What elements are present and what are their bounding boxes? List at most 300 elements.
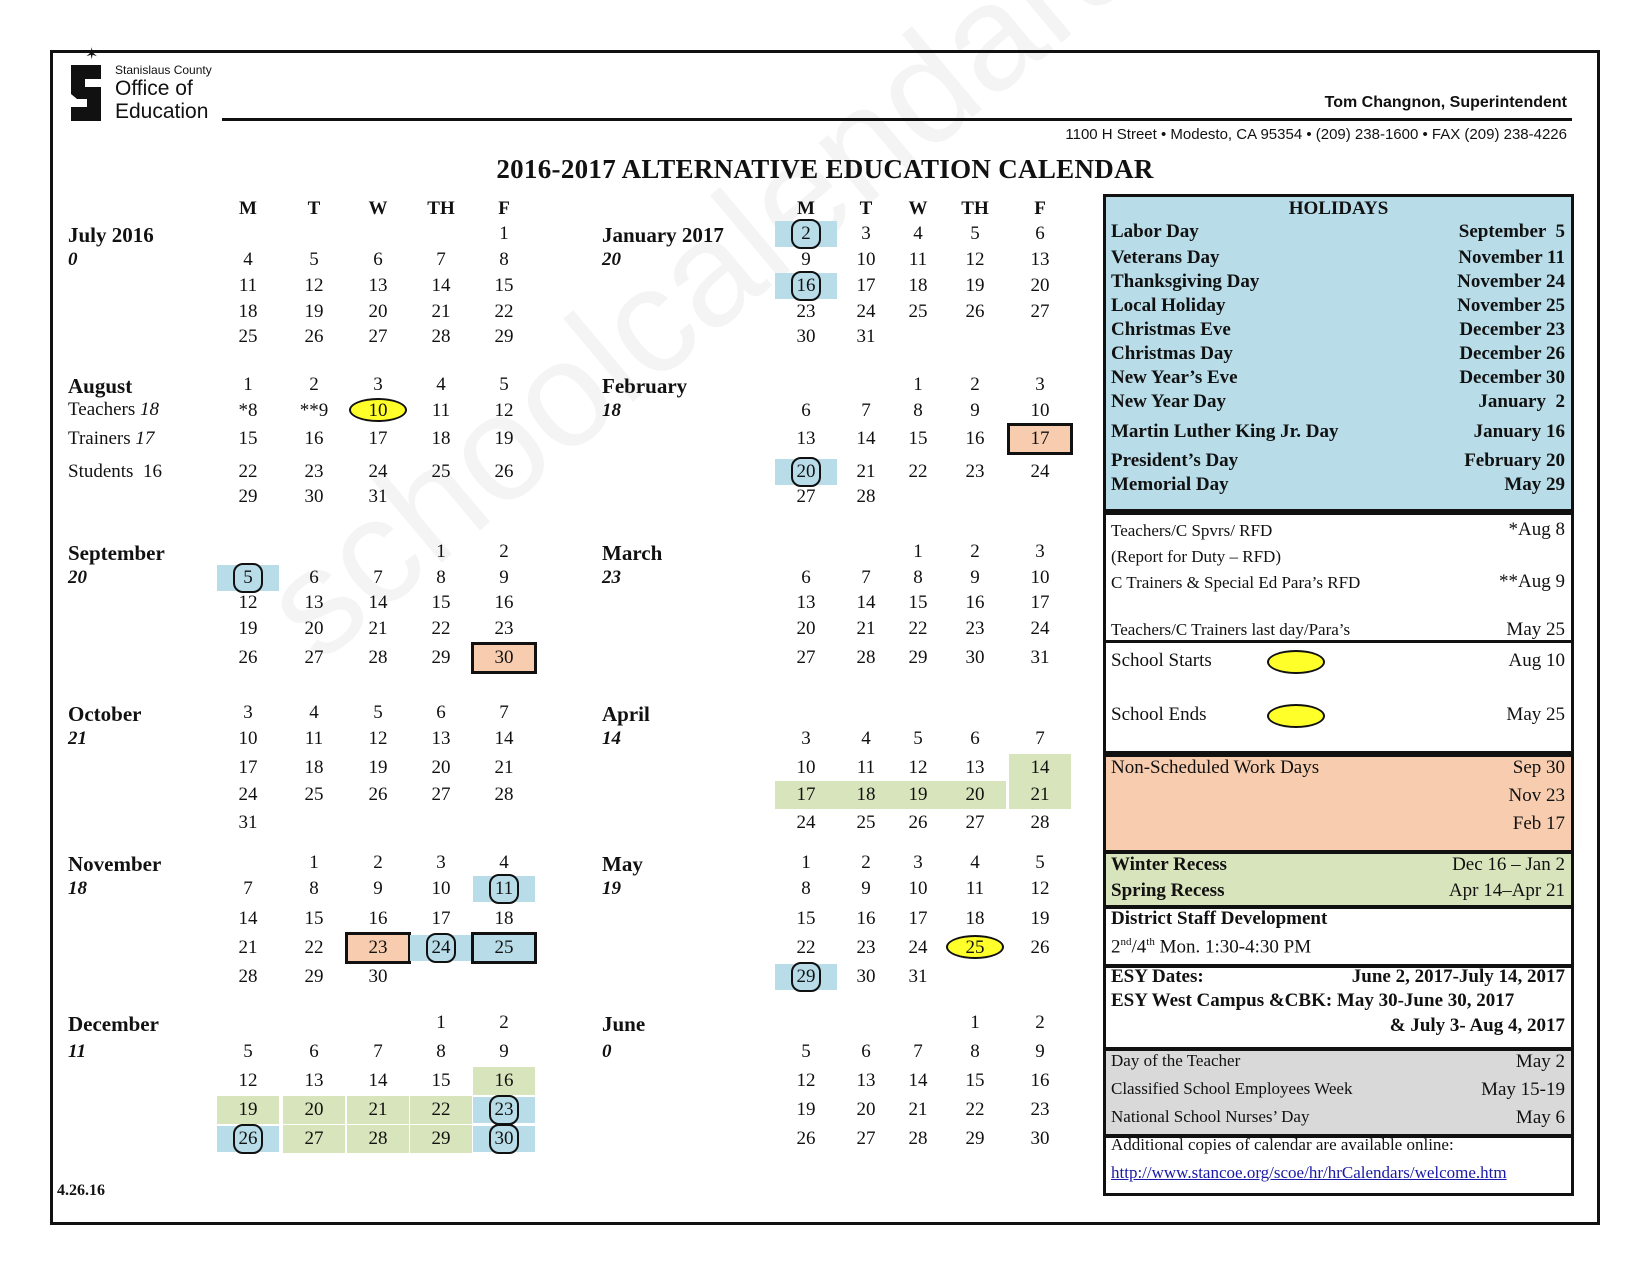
day-cell-aug: 11 xyxy=(431,400,451,421)
esy-west2: & July 3- Aug 4, 2017 xyxy=(1389,1015,1565,1036)
day-cell-jul: 27 xyxy=(368,326,388,347)
aug-students-label: Students 16 xyxy=(68,461,162,482)
day-cell-sep: 16 xyxy=(494,592,514,613)
day-cell-aug: 4 xyxy=(436,374,446,395)
day-cell-mar: 1 xyxy=(913,541,923,562)
day-cell-jun: 30 xyxy=(1030,1128,1050,1149)
day-cell-feb: 28 xyxy=(856,486,876,507)
day-cell-sep: 6 xyxy=(309,567,319,588)
day-cell-jan: 3 xyxy=(861,223,871,244)
day-cell-aug: 25 xyxy=(431,461,451,482)
holiday-name: Christmas Day xyxy=(1111,343,1233,364)
observance-name: Day of the Teacher xyxy=(1111,1051,1241,1070)
day-cell-may: 30 xyxy=(856,966,876,987)
day-cell-sep: 7 xyxy=(373,567,383,588)
holiday-name: Labor Day xyxy=(1111,221,1199,242)
holiday-name: President’s Day xyxy=(1111,450,1239,471)
day-cell-sep: 1 xyxy=(436,541,446,562)
holiday-name: Christmas Eve xyxy=(1111,319,1231,340)
day-cell-may: 2 xyxy=(861,852,871,873)
day-cell-sep: 22 xyxy=(431,618,451,639)
day-cell-nov: 9 xyxy=(373,878,383,899)
month-label-september: September xyxy=(68,541,165,565)
day-cell-jun: 20 xyxy=(856,1099,876,1120)
day-cell-sep: 26 xyxy=(238,647,258,668)
day-cell-apr: 6 xyxy=(970,728,980,749)
day-cell-jun: 23 xyxy=(1030,1099,1050,1120)
day-cell-feb: 15 xyxy=(908,428,928,449)
day-cell-jul: 25 xyxy=(238,326,258,347)
yellow-oval-icon xyxy=(1267,650,1325,674)
observance-name: Classified School Employees Week xyxy=(1111,1079,1353,1098)
day-cell-jul: 15 xyxy=(494,275,514,296)
day-cell-nov: 11 xyxy=(494,878,514,899)
day-cell-oct: 25 xyxy=(304,784,324,805)
nonscheduled-label: Non-Scheduled Work Days xyxy=(1111,757,1320,778)
day-cell-nov: 24 xyxy=(431,937,451,958)
day-cell-mar: 13 xyxy=(796,592,816,613)
report-line4: Teachers/C Trainers last day/Para’s xyxy=(1111,620,1351,639)
day-cell-apr: 5 xyxy=(913,728,923,749)
day-cell-apr: 25 xyxy=(856,812,876,833)
day-cell-nov: 28 xyxy=(238,966,258,987)
day-cell-feb: 14 xyxy=(856,428,876,449)
day-cell-oct: 26 xyxy=(368,784,388,805)
month-label-may: May xyxy=(602,852,643,876)
day-cell-jan: 20 xyxy=(1030,275,1050,296)
day-cell-jun: 21 xyxy=(908,1099,928,1120)
holiday-date: November 25 xyxy=(1457,295,1565,316)
day-cell-sep: 19 xyxy=(238,618,258,639)
holiday-name: New Year Day xyxy=(1111,391,1227,412)
day-cell-may: 9 xyxy=(861,878,871,899)
staff-dev-title: District Staff Development xyxy=(1111,908,1328,929)
nonscheduled-date: Feb 17 xyxy=(1512,813,1565,834)
day-cell-feb: 20 xyxy=(796,461,816,482)
day-cell-dec: 20 xyxy=(304,1099,324,1120)
holidays-heading: HOLIDAYS xyxy=(1288,198,1389,219)
day-cell-nov: 18 xyxy=(494,908,514,929)
day-cell-jun: 22 xyxy=(965,1099,985,1120)
day-cell-jul: 4 xyxy=(243,249,253,270)
month-count-march: 23 xyxy=(602,567,621,588)
day-cell-jan: 2 xyxy=(801,223,811,244)
day-cell-feb: 27 xyxy=(796,486,816,507)
day-cell-aug: 18 xyxy=(431,428,451,449)
day-cell-apr: 4 xyxy=(861,728,871,749)
day-cell-dec: 7 xyxy=(373,1041,383,1062)
report-line2: (Report for Duty – RFD) xyxy=(1111,547,1281,566)
holiday-date: December 23 xyxy=(1459,319,1565,340)
day-cell-jan: 18 xyxy=(908,275,928,296)
day-cell-aug: 10 xyxy=(368,400,388,421)
month-count-november: 18 xyxy=(68,878,87,899)
day-cell-jun: 7 xyxy=(913,1041,923,1062)
day-cell-jul: 26 xyxy=(304,326,324,347)
day-cell-oct: 31 xyxy=(238,812,258,833)
day-cell-oct: 17 xyxy=(238,757,258,778)
spring-recess-label: Spring Recess xyxy=(1111,880,1225,901)
day-cell-mar: 29 xyxy=(908,647,928,668)
month-count-july: 0 xyxy=(68,249,78,270)
day-cell-jan: 24 xyxy=(856,301,876,322)
version-label: 4.26.16 xyxy=(57,1182,105,1199)
day-cell-dec: 21 xyxy=(368,1099,388,1120)
day-cell-feb: 9 xyxy=(970,400,980,421)
day-cell-nov: 3 xyxy=(436,852,446,873)
day-header-wed-left: W xyxy=(368,198,388,219)
day-cell-jul: 5 xyxy=(309,249,319,270)
report-line4-date: May 25 xyxy=(1506,619,1565,640)
day-cell-aug: 30 xyxy=(304,486,324,507)
month-count-june: 0 xyxy=(602,1041,612,1062)
day-cell-jan: 12 xyxy=(965,249,985,270)
day-header-fri-left: F xyxy=(498,198,510,219)
day-cell-feb: 6 xyxy=(801,400,811,421)
day-cell-aug: 31 xyxy=(368,486,388,507)
day-cell-jun: 15 xyxy=(965,1070,985,1091)
day-cell-may: 8 xyxy=(801,878,811,899)
day-cell-mar: 23 xyxy=(965,618,985,639)
day-cell-mar: 24 xyxy=(1030,618,1050,639)
day-cell-mar: 30 xyxy=(965,647,985,668)
day-cell-sep: 14 xyxy=(368,592,388,613)
day-cell-aug: 29 xyxy=(238,486,258,507)
school-ends-label: School Ends xyxy=(1111,704,1207,725)
day-cell-may: 11 xyxy=(965,878,985,899)
day-cell-jul: 28 xyxy=(431,326,451,347)
observance-date: May 2 xyxy=(1515,1051,1565,1072)
day-cell-apr: 24 xyxy=(796,812,816,833)
day-cell-oct: 28 xyxy=(494,784,514,805)
day-header-thu-right: TH xyxy=(961,198,989,219)
holiday-date: December 26 xyxy=(1459,343,1565,364)
day-cell-jan: 10 xyxy=(856,249,876,270)
day-cell-nov: 21 xyxy=(238,937,258,958)
aug-trainers-label: Trainers 17 xyxy=(68,428,155,449)
day-cell-jan: 5 xyxy=(970,223,980,244)
school-starts-date: Aug 10 xyxy=(1508,650,1565,671)
day-cell-jun: 8 xyxy=(970,1041,980,1062)
aug-teachers-label: Teachers 18 xyxy=(68,399,159,420)
month-label-october: October xyxy=(68,702,142,726)
day-cell-oct: 19 xyxy=(368,757,388,778)
day-cell-dec: 16 xyxy=(494,1070,514,1091)
day-cell-aug: 5 xyxy=(499,374,509,395)
day-cell-jul: 22 xyxy=(494,301,514,322)
day-cell-mar: 28 xyxy=(856,647,876,668)
report-line3: C Trainers & Special Ed Para’s RFD xyxy=(1111,573,1361,592)
day-cell-sep: 28 xyxy=(368,647,388,668)
day-cell-aug: 16 xyxy=(304,428,324,449)
day-cell-oct: 20 xyxy=(431,757,451,778)
day-cell-aug: 15 xyxy=(238,428,258,449)
day-cell-mar: 17 xyxy=(1030,592,1050,613)
day-cell-aug: 22 xyxy=(238,461,258,482)
day-cell-may: 1 xyxy=(801,852,811,873)
day-cell-apr: 7 xyxy=(1035,728,1045,749)
day-cell-apr: 17 xyxy=(796,784,816,805)
school-ends-date: May 25 xyxy=(1506,704,1565,725)
day-cell-sep: 30 xyxy=(494,647,514,668)
day-cell-mar: 3 xyxy=(1035,541,1045,562)
org-name-small: Stanislaus County xyxy=(115,63,212,77)
day-cell-sep: 8 xyxy=(436,567,446,588)
day-cell-jul: 29 xyxy=(494,326,514,347)
day-cell-may: 29 xyxy=(796,966,816,987)
day-cell-nov: 10 xyxy=(431,878,451,899)
day-cell-jan: 26 xyxy=(965,301,985,322)
day-cell-jul: 12 xyxy=(304,275,324,296)
month-count-may: 19 xyxy=(602,878,621,899)
winter-recess-dates: Dec 16 – Jan 2 xyxy=(1452,854,1565,875)
day-cell-may: 25 xyxy=(965,937,985,958)
day-cell-dec: 12 xyxy=(238,1070,258,1091)
day-cell-jul: 19 xyxy=(304,301,324,322)
day-cell-feb: 22 xyxy=(908,461,928,482)
day-cell-mar: 16 xyxy=(965,592,985,613)
day-cell-nov: 7 xyxy=(243,878,253,899)
day-cell-jul: 11 xyxy=(238,275,258,296)
day-header-fri-right: F xyxy=(1034,198,1046,219)
report-line1-date: *Aug 8 xyxy=(1508,519,1565,540)
day-header-wed-right: W xyxy=(908,198,928,219)
day-cell-jan: 27 xyxy=(1030,301,1050,322)
day-cell-dec: 2 xyxy=(499,1012,509,1033)
day-cell-may: 10 xyxy=(908,878,928,899)
day-cell-aug: 26 xyxy=(494,461,514,482)
day-cell-sep: 21 xyxy=(368,618,388,639)
day-cell-dec: 29 xyxy=(431,1128,451,1149)
day-cell-feb: 13 xyxy=(796,428,816,449)
day-cell-mar: 6 xyxy=(801,567,811,588)
day-cell-aug: 1 xyxy=(243,374,253,395)
day-cell-apr: 13 xyxy=(965,757,985,778)
day-cell-may: 4 xyxy=(970,852,980,873)
day-cell-jul: 21 xyxy=(431,301,451,322)
address: 1100 H Street • Modesto, CA 95354 • (209) 238-1600 • FAX (209) 238-4226 xyxy=(1065,126,1567,143)
day-cell-sep: 27 xyxy=(304,647,324,668)
month-count-january: 20 xyxy=(602,249,621,270)
org-name-line2: Office of xyxy=(115,77,193,100)
day-cell-jul: 20 xyxy=(368,301,388,322)
day-cell-jun: 12 xyxy=(796,1070,816,1091)
day-cell-nov: 30 xyxy=(368,966,388,987)
day-cell-may: 15 xyxy=(796,908,816,929)
day-cell-oct: 24 xyxy=(238,784,258,805)
day-cell-sep: 29 xyxy=(431,647,451,668)
day-cell-aug: 17 xyxy=(368,428,388,449)
month-label-november: November xyxy=(68,852,162,876)
observance-name: National School Nurses’ Day xyxy=(1111,1107,1310,1126)
superintendent: Tom Changnon, Superintendent xyxy=(1324,94,1567,111)
day-cell-apr: 10 xyxy=(796,757,816,778)
day-cell-apr: 26 xyxy=(908,812,928,833)
day-cell-mar: 7 xyxy=(861,567,871,588)
day-cell-may: 18 xyxy=(965,908,985,929)
holiday-date: January 2 xyxy=(1478,391,1565,412)
day-cell-jan: 25 xyxy=(908,301,928,322)
day-cell-jul: 14 xyxy=(431,275,451,296)
observance-date: May 15-19 xyxy=(1481,1079,1565,1100)
day-cell-feb: 23 xyxy=(965,461,985,482)
day-cell-oct: 10 xyxy=(238,728,258,749)
day-cell-oct: 21 xyxy=(494,757,514,778)
holiday-date: September 5 xyxy=(1458,221,1565,242)
day-cell-jun: 1 xyxy=(970,1012,980,1033)
day-cell-apr: 3 xyxy=(801,728,811,749)
day-cell-oct: 7 xyxy=(499,702,509,723)
esy-label: ESY Dates: xyxy=(1111,966,1204,987)
day-cell-may: 16 xyxy=(856,908,876,929)
day-cell-may: 3 xyxy=(913,852,923,873)
day-cell-jan: 16 xyxy=(796,275,816,296)
day-cell-jan: 23 xyxy=(796,301,816,322)
day-cell-dec: 5 xyxy=(243,1041,253,1062)
day-cell-nov: 4 xyxy=(499,852,509,873)
report-line3-date: **Aug 9 xyxy=(1499,571,1565,592)
day-cell-aug: *8 xyxy=(238,400,258,421)
day-cell-jan: 13 xyxy=(1030,249,1050,270)
day-cell-jun: 16 xyxy=(1030,1070,1050,1091)
month-label-december: December xyxy=(68,1012,159,1036)
day-cell-jul: 6 xyxy=(373,249,383,270)
day-cell-jul: 18 xyxy=(238,301,258,322)
day-cell-feb: 3 xyxy=(1035,374,1045,395)
day-header-mon-right: M xyxy=(797,198,815,219)
day-cell-oct: 14 xyxy=(494,728,514,749)
day-header-tue-right: T xyxy=(859,198,873,219)
day-cell-jun: 13 xyxy=(856,1070,876,1091)
day-cell-sep: 5 xyxy=(243,567,253,588)
day-cell-feb: 7 xyxy=(861,400,871,421)
month-count-october: 21 xyxy=(68,728,87,749)
day-cell-may: 12 xyxy=(1030,878,1050,899)
day-cell-mar: 8 xyxy=(913,567,923,588)
staff-dev-schedule: 2nd/4th Mon. 1:30-4:30 PM xyxy=(1111,936,1312,958)
month-label-february: February xyxy=(602,374,688,398)
day-cell-jun: 29 xyxy=(965,1128,985,1149)
holiday-name: Thanksgiving Day xyxy=(1111,271,1260,292)
day-cell-mar: 21 xyxy=(856,618,876,639)
day-cell-oct: 3 xyxy=(243,702,253,723)
day-cell-jun: 6 xyxy=(861,1041,871,1062)
day-cell-may: 26 xyxy=(1030,937,1050,958)
star-icon: ✶ xyxy=(85,46,99,63)
day-cell-nov: 16 xyxy=(368,908,388,929)
day-cell-dec: 8 xyxy=(436,1041,446,1062)
month-label-june: June xyxy=(602,1012,646,1036)
month-label-march: March xyxy=(602,541,663,565)
day-cell-aug: 19 xyxy=(494,428,514,449)
day-cell-feb: 17 xyxy=(1030,428,1050,449)
holiday-name: Martin Luther King Jr. Day xyxy=(1111,421,1339,442)
holiday-date: January 16 xyxy=(1473,421,1565,442)
day-cell-may: 5 xyxy=(1035,852,1045,873)
day-cell-dec: 23 xyxy=(494,1099,514,1120)
day-cell-sep: 9 xyxy=(499,567,509,588)
nonscheduled-date: Nov 23 xyxy=(1508,785,1565,806)
day-cell-feb: 1 xyxy=(913,374,923,395)
day-header-mon-left: M xyxy=(239,198,257,219)
day-cell-may: 24 xyxy=(908,937,928,958)
day-cell-jun: 19 xyxy=(796,1099,816,1120)
holiday-date: February 20 xyxy=(1464,450,1565,471)
nonscheduled-date: Sep 30 xyxy=(1512,757,1565,778)
day-cell-dec: 28 xyxy=(368,1128,388,1149)
spring-recess-dates: Apr 14–Apr 21 xyxy=(1448,880,1565,901)
month-count-december: 11 xyxy=(68,1041,86,1062)
winter-recess-label: Winter Recess xyxy=(1111,854,1227,875)
day-cell-feb: 10 xyxy=(1030,400,1050,421)
month-count-september: 20 xyxy=(68,567,87,588)
holiday-name: New Year’s Eve xyxy=(1111,367,1238,388)
org-logo-icon xyxy=(65,65,107,121)
day-cell-may: 22 xyxy=(796,937,816,958)
day-cell-sep: 23 xyxy=(494,618,514,639)
day-cell-nov: 8 xyxy=(309,878,319,899)
day-cell-dec: 22 xyxy=(431,1099,451,1120)
org-name-line3: Education xyxy=(115,100,209,123)
day-cell-dec: 27 xyxy=(304,1128,324,1149)
day-cell-apr: 14 xyxy=(1030,757,1050,778)
holiday-name: Veterans Day xyxy=(1111,247,1220,268)
day-cell-jul: 1 xyxy=(499,223,509,244)
day-cell-sep: 12 xyxy=(238,592,258,613)
day-cell-oct: 18 xyxy=(304,757,324,778)
day-cell-apr: 27 xyxy=(965,812,985,833)
day-cell-nov: 1 xyxy=(309,852,319,873)
day-cell-dec: 13 xyxy=(304,1070,324,1091)
month-label-july: July 2016 xyxy=(68,223,154,247)
month-label-january: January 2017 xyxy=(602,223,724,247)
day-cell-dec: 9 xyxy=(499,1041,509,1062)
day-cell-aug: 23 xyxy=(304,461,324,482)
day-cell-oct: 6 xyxy=(436,702,446,723)
day-header-tue-left: T xyxy=(307,198,321,219)
day-cell-aug: **9 xyxy=(299,400,329,421)
day-cell-mar: 2 xyxy=(970,541,980,562)
holiday-name: Memorial Day xyxy=(1111,474,1229,495)
online-text: Additional copies of calendar are available online: xyxy=(1111,1135,1454,1154)
day-cell-apr: 21 xyxy=(1030,784,1050,805)
day-cell-jul: 13 xyxy=(368,275,388,296)
day-cell-sep: 20 xyxy=(304,618,324,639)
day-cell-nov: 17 xyxy=(431,908,451,929)
day-cell-jun: 5 xyxy=(801,1041,811,1062)
calendar-url-link[interactable]: http://www.stancoe.org/scoe/hr/hrCalendars/welcome.htm xyxy=(1111,1163,1507,1182)
day-cell-nov: 29 xyxy=(304,966,324,987)
day-cell-dec: 19 xyxy=(238,1099,258,1120)
holiday-date: December 30 xyxy=(1459,367,1565,388)
day-cell-oct: 11 xyxy=(304,728,324,749)
day-cell-mar: 20 xyxy=(796,618,816,639)
day-cell-jun: 14 xyxy=(908,1070,928,1091)
day-cell-jun: 2 xyxy=(1035,1012,1045,1033)
day-cell-aug: 12 xyxy=(494,400,514,421)
day-cell-jan: 11 xyxy=(908,249,928,270)
day-cell-oct: 27 xyxy=(431,784,451,805)
day-cell-jun: 27 xyxy=(856,1128,876,1149)
day-cell-apr: 20 xyxy=(965,784,985,805)
day-cell-jan: 30 xyxy=(796,326,816,347)
month-label-april: April xyxy=(602,702,650,726)
month-count-april: 14 xyxy=(602,728,621,749)
month-label-august: August xyxy=(68,374,133,398)
day-header-thu-left: TH xyxy=(427,198,455,219)
day-cell-may: 31 xyxy=(908,966,928,987)
day-cell-dec: 14 xyxy=(368,1070,388,1091)
